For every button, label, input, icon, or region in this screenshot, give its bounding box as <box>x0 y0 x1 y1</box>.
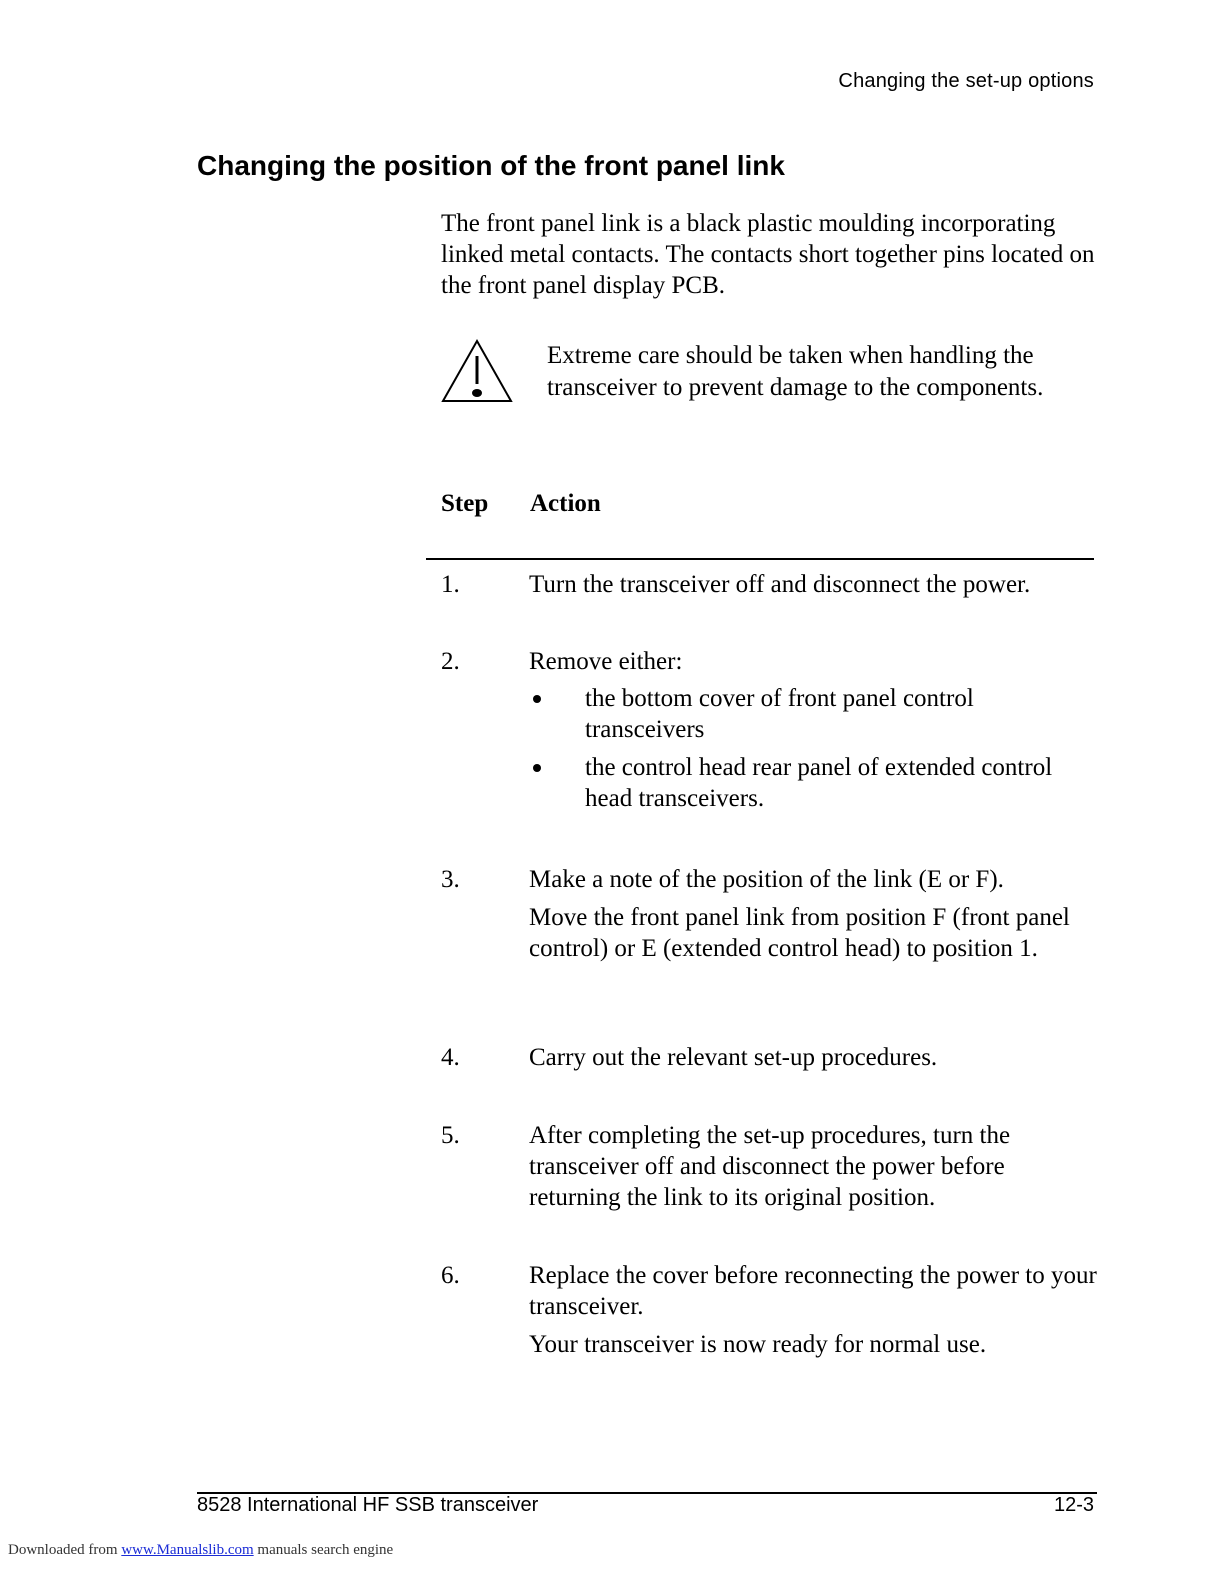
bullet-item <box>529 752 1099 814</box>
step-number: 6. <box>441 1262 460 1289</box>
step-action <box>529 864 1099 971</box>
warning-triangle-icon <box>440 338 514 404</box>
step-number: 1. <box>441 571 460 598</box>
step-action <box>529 1042 1099 1080</box>
step-action <box>529 1120 1099 1220</box>
running-header: Changing the set-up options <box>838 70 1094 92</box>
intro-paragraph: The front panel link is a black plastic moulding incorporating linked metal contacts. The contacts short together pins located on the front panel display PCB. <box>441 210 1095 299</box>
step-number: 3. <box>441 866 460 893</box>
step-action <box>529 569 1099 607</box>
step-text: Your transceiver is now ready for normal use. <box>529 1331 987 1358</box>
bullet-text: the control head rear panel of extended control head transceivers. <box>585 754 1053 812</box>
bullet-item <box>529 683 1099 745</box>
step-text: Move the front panel link from position F (front panel control) or E (extended control head) to position 1. <box>529 904 1070 962</box>
bullet-text: the bottom cover of front panel control transceivers <box>585 685 974 743</box>
step-number: 2. <box>441 648 460 675</box>
footer-product: 8528 International HF SSB transceiver <box>197 1494 539 1516</box>
download-suffix: manuals search engine <box>257 1542 394 1558</box>
manualslib-link[interactable]: www.Manualslib.com <box>121 1542 254 1558</box>
step-action <box>529 646 1099 821</box>
section-title: Changing the position of the front panel link <box>197 150 785 181</box>
step-action <box>529 1260 1099 1367</box>
download-prefix: Downloaded from <box>8 1542 118 1558</box>
warning-text: Extreme care should be taken when handling the transceiver to prevent damage to the components. <box>547 342 1044 401</box>
column-header-action: Action <box>530 490 601 517</box>
step-text: After completing the set-up procedures, turn the transceiver off and disconnect the power before returning the link to its original position. <box>529 1122 1011 1211</box>
step-text: Replace the cover before reconnecting the power to your transceiver. <box>529 1262 1097 1320</box>
step-text: Remove either: <box>529 648 683 675</box>
step-text: Carry out the relevant set-up procedures. <box>529 1044 938 1071</box>
step-number: 5. <box>441 1122 460 1149</box>
step-text: Make a note of the position of the link (E or F). <box>529 866 1004 893</box>
bullet-icon <box>533 764 541 772</box>
step-text: Turn the transceiver off and disconnect the power. <box>529 571 1031 598</box>
bullet-icon <box>533 695 541 703</box>
bullet-list <box>529 683 1099 814</box>
download-credit <box>8 1542 393 1559</box>
column-header-step: Step <box>441 490 489 517</box>
step-number: 4. <box>441 1044 460 1071</box>
footer-page-number: 12-3 <box>1053 1494 1094 1516</box>
table-header-rule <box>426 558 1094 560</box>
